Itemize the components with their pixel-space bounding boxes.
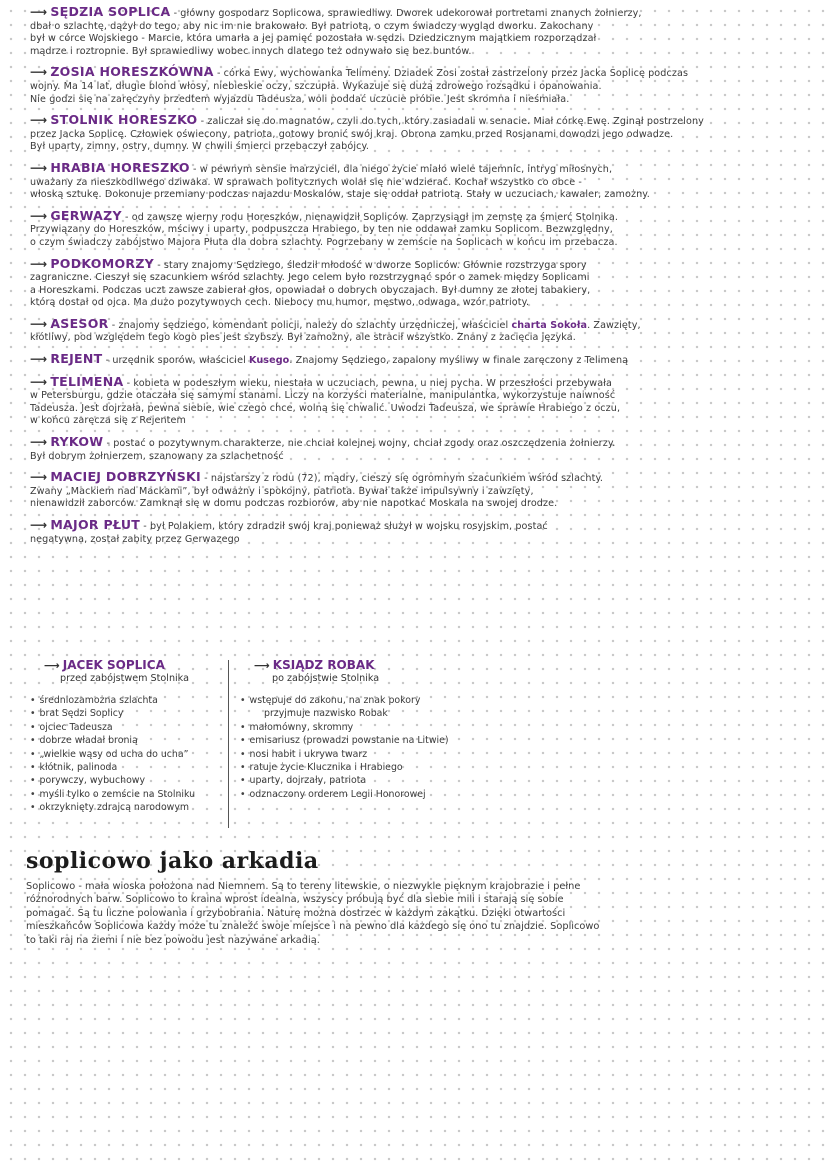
character-description-line: uważany za nieszkodliwego dziwaka. W sprawach politycznych wolał się nie wdzierać. Kochał wszystko co obce - xyxy=(30,176,582,188)
list-item: • kłótnik, palinoda xyxy=(30,761,230,774)
character-name: ZOSIA HORESZKÓWNA xyxy=(50,64,214,80)
character-name: SĘDZIA SOPLICA xyxy=(50,4,171,19)
list-item: • wstępuje do zakonu, na znak pokory xyxy=(240,694,540,707)
character-entry xyxy=(30,471,816,511)
character-name: TELIMENA xyxy=(50,373,124,389)
character-description-line: Był uparty, zimny, ostry, dumny. W chwili śmierci przebaczył zabójcy. xyxy=(30,141,370,153)
arrow-right-icon: ⟶ xyxy=(30,470,48,485)
character-name: MAJOR PŁUT xyxy=(50,517,141,532)
character-description-line: ⟶ ASESOR - znajomy sędziego, komendant policji, należy do szlachty urzędniczej, właściciel charta Sokoła. Zawzięty, xyxy=(30,315,641,331)
comparison-right-title-text: KSIĄDZ ROBAK xyxy=(272,658,375,672)
column-divider xyxy=(228,660,229,828)
arrow-right-icon: ⟶ xyxy=(30,518,48,532)
comparison-right-title xyxy=(254,658,540,672)
character-entry xyxy=(30,255,816,310)
list-item: • małomówny, skromny xyxy=(240,721,540,734)
character-entry xyxy=(30,207,816,250)
character-description-line: w Petersburgu, gdzie otaczała się samymi stanami. Liczy na korzyści materialne, manipulantka, wykorzystuje naiwność xyxy=(30,390,616,402)
list-item: • ojciec Tadeusza xyxy=(30,721,230,734)
character-entry xyxy=(30,373,816,428)
arrow-right-icon: ⟶ xyxy=(30,160,48,175)
character-description-line: ⟶ GERWAZY - od zawsze wierny rodu Horeszków, nienawidził Sopliców. Zaprzysiągł im zemstę za śmierć Stolnika. xyxy=(30,207,619,223)
arrow-right-icon: ⟶ xyxy=(44,659,60,672)
character-description-line: o czym świadczy zabójstwo Majora Płuta dla dobra szlachty. Pogrzebany w zemście na Soplicach w końcu im przebacza. xyxy=(30,236,618,248)
character-entry xyxy=(30,114,816,154)
character-description-line: negatywna, został zabity przez Gerwazego xyxy=(30,533,240,545)
character-name: STOLNIK HORESZKO xyxy=(50,112,198,128)
character-description-line: wojny. Ma 14 lat, długie blond włosy, niebieskie oczy, szczupła. Wykazuje się dużą zdrowego rozsądku i opanowania. xyxy=(30,80,602,92)
comparison-right-subtitle: po zabójstwie Stolnika xyxy=(272,673,380,684)
character-description-line: ⟶ MACIEJ DOBRZYŃSKI - najstarszy z rodu (72), mądry, cieszy się ogromnym szacunkiem wśród szlachty. xyxy=(30,469,604,485)
section-body-line: Soplicowo - mała wioska położona nad Niemnem. Są to tereny litewskie, o niezwykle pięknym krajobrazie i pełne xyxy=(26,881,581,892)
character-description-line: a Horeszkami. Podczas uczt zawsze zabierał głos, opowiadał o dobrych obyczajach. Był dumny ze złotej tabakiery, xyxy=(30,284,591,296)
character-description-line: ⟶ PODKOMORZY - stary znajomy Sędziego, śledził młodość w dworze Sopliców. Głównie rozstrzyga spory xyxy=(30,255,587,271)
arrow-right-icon: ⟶ xyxy=(254,659,270,672)
comparison-right-list xyxy=(240,694,540,801)
list-item: • dobrze władał bronią xyxy=(30,734,230,747)
character-description-line: kłótliwy, pod względem tego kogo pies jest szybszy. Był zamożny, ale stracił wszystko. Znany z zacięcia języka. xyxy=(30,332,576,344)
character-entry xyxy=(30,436,816,463)
character-description-line: Był dobrym żołnierzem, szanowany za szlachetność xyxy=(30,450,284,462)
arrow-right-icon: ⟶ xyxy=(30,316,48,331)
character-description-line: dbał o szlachtę, dążył do tego, aby nic im nie brakowało. Był patriotą, o czym świadczy wygląd dworku. Zakochany xyxy=(30,20,594,32)
comparison-left-title xyxy=(44,658,230,672)
section-body xyxy=(26,880,816,947)
character-name: GERWAZY xyxy=(50,207,122,223)
character-name: PODKOMORZY xyxy=(50,255,155,271)
arrow-right-icon: ⟶ xyxy=(30,374,48,389)
character-entry xyxy=(30,519,816,546)
arrow-right-icon: ⟶ xyxy=(30,208,48,223)
character-name: ASESOR xyxy=(50,315,109,331)
section-body-line: różnorodnych barw. Soplicowo to kraina wprost idealna, wszyscy próbują być dla siebie mili i starają się sobie xyxy=(26,894,564,906)
character-description-line: nienawidził zaborców. Zamknął się w domu podczas rozbiorów, aby nie napotkać Moskala na swojej drodze. xyxy=(30,498,558,510)
character-description-line: ⟶ ZOSIA HORESZKÓWNA - córka Ewy, wychowanka Telimeny. Dziadek Zosi został zastrzelony przez Jacka Soplicę podczas xyxy=(30,64,689,80)
character-description-line: Przywiązany do Horeszków, mściwy i uparty, podpuszcza Hrabiego, by ten nie oddawał zamku Soplicom. Bezwzględny, xyxy=(30,224,613,236)
character-description-line: ⟶ REJENT - urzędnik sporów, właściciel Kusego. Znajomy Sędziego, zapalony myśliwy w finale zaręczony z Telimeną xyxy=(30,351,629,367)
character-description-line: przez Jacka Soplicę. Człowiek oświecony, patriota, gotowy bronić swój kraj. Obrona zamku przed Rosjanami dowodzi jego odwadze. xyxy=(30,128,674,140)
arrow-right-icon: ⟶ xyxy=(30,256,48,271)
highlight-text: charta Sokoła xyxy=(511,319,588,331)
character-description-line: Nie godzi się na zaręczyny przedtem wyjazdu Tadeusza, woli poddać uczucie próbie. Jest skromna i nieśmiała. xyxy=(30,93,570,105)
section-title: soplicowo jako arkadia xyxy=(26,848,319,874)
section-body-line: pomagać. Są tu liczne polowania i grzybobrania. Naturę można dostrzec w każdym zakątku. Dzięki otwartości xyxy=(26,907,566,919)
arrow-right-icon: ⟶ xyxy=(30,113,48,128)
comparison-left-subtitle: przed zabójstwem Stolnika xyxy=(60,673,189,684)
character-entry xyxy=(30,159,816,202)
list-item: • nosi habit i ukrywa twarz xyxy=(240,748,540,761)
character-name: HRABIA HORESZKO xyxy=(50,159,190,175)
character-entry xyxy=(30,6,816,58)
character-description-line: Zwany „Mackiem nad Mackami”, był odważny i spokojny, patriota. Bywał także impulsywny i zawzięty, xyxy=(30,485,534,497)
list-item: • okrzyknięty zdrajcą narodowym xyxy=(30,801,230,814)
character-description-line: ⟶ MAJOR PŁUT - był Polakiem, który zdradził swój kraj ponieważ służył w wojsku rosyjskim, postać xyxy=(30,517,548,532)
list-item: • ratuje życie Klucznika i Hrabiego xyxy=(240,761,540,774)
highlight-text: Kusego xyxy=(249,355,290,367)
section-body-line: to taki raj na ziemi i nie bez powodu jest nazywane arkadią. xyxy=(26,934,320,946)
arrow-right-icon: ⟶ xyxy=(30,435,48,450)
character-description-line: ⟶ TELIMENA - kobieta w podeszłym wieku, niestała w uczuciach, pewna, u niej pycha. W przeszłości przebywała xyxy=(30,373,613,389)
comparison-right xyxy=(240,658,540,801)
character-description-line: ⟶ STOLNIK HORESZKO - zaliczał się do magnatów, czyli do tych, który zasiadali w senacie. Miał córkę Ewę. Zginął postrzelony xyxy=(30,112,704,128)
character-list xyxy=(30,6,816,554)
character-description-line: ⟶ HRABIA HORESZKO - w pewnym sensie marzyciel, dla niego życie miało wiele tajemnic, intryg miłosnych, xyxy=(30,159,613,175)
character-description-line: w końcu zaręcza się z Rejentem xyxy=(30,415,186,427)
character-description-line: był w córce Wojskiego - Marcie, która umarła a jej pamięć pozostała w sędzi. Dziedzicznym majątkiem rozporządzał xyxy=(30,33,597,45)
list-item: • porywczy, wybuchowy xyxy=(30,774,230,787)
list-item: przyjmuje nazwisko Robak xyxy=(264,708,388,720)
character-description-line: ⟶ RYKOW - postać o pozytywnym charakterze, nie chciał kolejnej wojny, chciał zgody oraz oszczędzenia żołnierzy. xyxy=(30,434,616,450)
character-name: RYKOW xyxy=(50,434,104,450)
list-item: • myśli tylko o zemście na Stolniku xyxy=(30,788,230,801)
character-entry xyxy=(30,353,816,368)
comparison-left xyxy=(30,658,230,815)
character-entry xyxy=(30,315,816,345)
character-name: MACIEJ DOBRZYŃSKI xyxy=(50,469,201,485)
list-item: • brat Sędzi Soplicy xyxy=(30,707,230,720)
list-item: • odznaczony orderem Legii Honorowej xyxy=(240,788,540,801)
character-name: REJENT xyxy=(50,351,103,367)
list-item: • uparty, dojrzały, patriota xyxy=(240,774,540,787)
comparison-left-list xyxy=(30,694,230,815)
comparison-left-title-text: JACEK SOPLICA xyxy=(62,658,165,672)
arrow-right-icon: ⟶ xyxy=(30,65,48,80)
section-body-line: mieszkańców Soplicowa każdy może tu znaleźć swoje miejsce i na pewno dla każdego się ono tu znajdzie. Soplicowo xyxy=(26,921,600,933)
list-item: • emisariusz (prowadzi powstanie na Litwie) xyxy=(240,734,540,747)
arrow-right-icon: ⟶ xyxy=(30,5,48,19)
character-description-line: którą dostał od ojca. Ma dużo pozytywnych cech. Niebocy mu humor, męstwo, odwaga, wzór patrioty. xyxy=(30,297,530,309)
character-description-line: zagraniczne. Cieszył się szacunkiem wśród szlachty. Jego celem było rozstrzygnąć spór o zamek między Soplicami xyxy=(30,272,590,284)
character-description-line: Tadeusza. Jest dojrzała, pewna siebie, wie czego chce, wolną się chwalić. Uwodzi Tadeusza, we sprawie Hrabiego z oczu, xyxy=(30,402,621,414)
arrow-right-icon: ⟶ xyxy=(30,352,48,367)
character-entry xyxy=(30,66,816,106)
list-item: • „wielkie wąsy od ucha do ucha” xyxy=(30,748,230,761)
character-description-line: ⟶ SĘDZIA SOPLICA - główny gospodarz Soplicowa, sprawiedliwy. Dworek udekorował portretami znanych żołnierzy, xyxy=(30,4,642,19)
comparison-columns xyxy=(30,658,590,830)
character-description-line: włoską sztukę. Dokonuje przemiany podczas najazdu Moskalów, staje się oddał patriotą. Stały w uczuciach, kawaler, zamożny. xyxy=(30,189,650,201)
character-description-line: mądrze i roztropnie. Był sprawiedliwy wobec innych dlatego też odnywało się bez buntów. xyxy=(30,45,472,57)
list-item: • średniozamożna szlachta xyxy=(30,694,230,707)
